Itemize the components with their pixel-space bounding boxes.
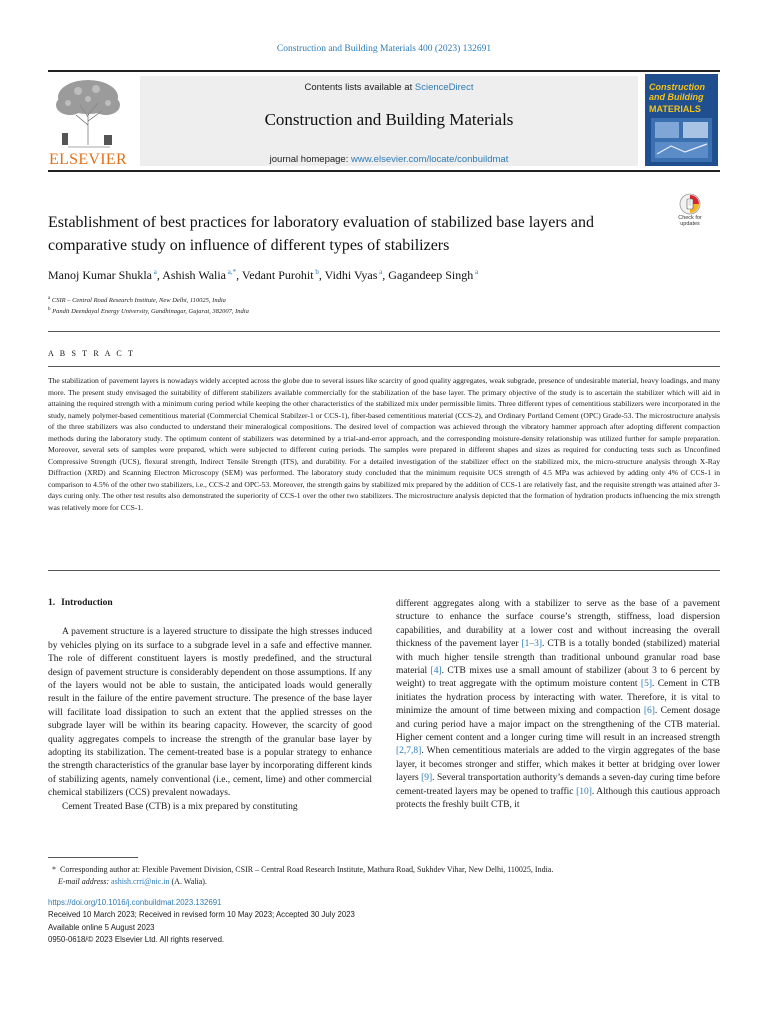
email-link[interactable]: ashish.crri@nic.in xyxy=(111,877,170,886)
divider xyxy=(48,366,720,367)
article-title: Establishment of best practices for laboratory evaluation of stabilized base layers and comparative study on influence of different types of stabilizers xyxy=(48,214,595,254)
text-run: . Cement in CTB initiates the hydration process by interacting with water. Therefore, it is vital to minimize the amount of time between mixing and compaction xyxy=(396,679,720,717)
reference-link[interactable]: [2,7,8] xyxy=(396,746,422,757)
email-suffix: (A. Walia). xyxy=(171,877,207,886)
section-heading xyxy=(48,597,372,610)
author-affil-mark[interactable]: b xyxy=(315,268,319,276)
check-for-updates-badge[interactable] xyxy=(673,193,707,229)
abstract-heading: A B S T R A C T xyxy=(48,349,136,358)
sciencedirect-link[interactable]: ScienceDirect xyxy=(414,82,474,93)
author-name[interactable]: Vidhi Vyas xyxy=(324,268,378,282)
text-run: different aggregates along with a stabilizer to serve as the base of a pavement structure to enhance the surface course’s strength, stiffness, load dispersion capabilities, and durability at a lower cost and without increasing the overall thickness of the pavement layer xyxy=(396,599,720,650)
affiliation-text: CSIR – Central Road Research Institute, New Delhi, 110025, India xyxy=(51,297,226,305)
cover-art-icon xyxy=(651,118,712,162)
author-affil-mark[interactable]: a xyxy=(153,268,157,276)
affiliation-mark: b xyxy=(48,307,51,312)
footnotes xyxy=(48,864,720,888)
text-run: . CTB mixes use a small amount of stabilizer (about 3 to 6 percent by weight) to treat aggregate with the optimum moisture content xyxy=(396,666,721,690)
section-number: 1. xyxy=(48,598,56,608)
footnote-divider xyxy=(48,857,138,858)
copyright: 0950-0618/© 2023 Elsevier Ltd. All rights reserved. xyxy=(48,934,225,944)
author-name[interactable]: Ashish Walia xyxy=(162,268,227,282)
left-column xyxy=(48,597,372,814)
author-list: Manoj Kumar Shukla $^a$, Ashish Walia $^{a,*}$, Vedant Purohit $^b$, Vidhi Vyas $^a$, Gagandeep Singh $^a$ xyxy=(48,268,479,282)
reference-link[interactable]: [1–3] xyxy=(521,639,543,650)
journal-citation[interactable]: Construction and Building Materials 400 (2023) 132691 xyxy=(276,44,492,54)
email-label: E-mail address: xyxy=(58,877,110,886)
text-run: . Although this cautious approach protects the freshly built CTB, it xyxy=(396,786,720,811)
author-name[interactable]: Vedant Purohit xyxy=(241,268,314,282)
affiliation xyxy=(48,296,728,304)
journal-cover[interactable] xyxy=(645,74,718,166)
paragraph xyxy=(396,598,720,813)
journal-info-box xyxy=(140,76,638,166)
homepage-line xyxy=(140,154,638,165)
cover-subtitle: MATERIALS xyxy=(649,104,701,114)
divider xyxy=(48,570,720,571)
author-affil-mark[interactable]: a,* xyxy=(227,268,237,276)
doi-link[interactable]: https://doi.org/10.1016/j.conbuildmat.2023.132691 xyxy=(48,898,222,907)
email-footnote xyxy=(48,876,720,888)
publisher-name: ELSEVIER xyxy=(49,151,127,168)
author-affil-mark[interactable]: a xyxy=(379,268,383,276)
footnote-marker: * xyxy=(52,865,56,874)
text-run: . CTB is a totally bonded (stabilized) material with much higher tensile strength than traditional unbound granular road base material xyxy=(396,639,721,677)
tree-icon xyxy=(48,75,128,149)
journal-header xyxy=(48,70,720,172)
affiliation xyxy=(48,307,728,315)
right-column xyxy=(396,598,720,813)
homepage-link[interactable]: www.elsevier.com/locate/conbuildmat xyxy=(350,154,509,165)
reference-link[interactable]: [9] xyxy=(421,773,433,784)
reference-link[interactable]: [5] xyxy=(640,679,652,690)
received-dates: Received 10 March 2023; Received in revised form 10 May 2023; Accepted 30 July 2023 xyxy=(48,910,355,920)
cover-title: Construction and Building xyxy=(649,82,705,102)
abstract-text: The stabilization of pavement layers is nowadays widely accepted across the globe due to several issues like scarcity of good quality aggregates, weak subgrade, presence of undesirable material, heavy loadings, and many more. The present study envisaged the suitability of different stabilizers available commercially for the stabilization of the base layer. The primary objective of the study is to ascertain the stabilizer which will aid in attaining the required strength with a minimum curing period while keeping the other characteristics of the stabilized mix under permissible limits. Three different types of cementitious stabilizers were incorporated in the study, namely polymer-based cementitious material (Commercial Chemical Stabilzer-1 or CCS-1), fiber-based cementitious material (CCS-2), and Ordinary Portland Cement (OPC) Grade-53. The microstructure analysis of the three stabilizers was also conducted to understand their mineralogical compositions. The desired level of compaction was achieved through the vibratory hammer approach after adopting different compaction methods during the laboratory study. The optimum content of stabilizers was determined by a trial-and-error approach, and the corresponding moisture-density relationship was utilized further for sample preparation. Moreover, several sets of samples were prepared, which were subjected to different curing periods. The samples were prepared in different shapes and sizes as required for conducting tests such as Unconfined Compressive Strength (UCS), flexural strength, Indirect Tensile Strength (ITS), and durability. For a detailed investigation of the stabilizer effect on the stabilized mix, the micro-structure analysis through X-Ray Diffraction (XRD) and Scanning Electron Microscopy (SEM) was performed. The laboratory study concluded that the minimum requisite UCS strength of 4.5 MPa was achieved by adding only 4% of CCS-1 in comparison to 4.5% of the other two stabilizers, i.e., CCS-2 and OPC-53. Moreover, the strength gains by stabilized mix prepared by the addition of CCS-1 are relatively fast, and the requisite strength was attained after 3-days curing only. The other test results also demonstrated the superiority of CCS-1 over the other two stabilizers. The microstructure analysis depicted that the formation of hydration products influencing the mix strength was relatively more for CCS-1. xyxy=(48,376,720,512)
check-for-updates-icon xyxy=(673,193,707,215)
corresponding-footnote xyxy=(48,864,720,876)
text-run: . Several transportation authority’s demands a seven-day curing time before cement-treated layers may be opened to traffic xyxy=(396,773,720,797)
badge-label: Check for updates xyxy=(678,215,702,227)
paragraph: A pavement structure is a layered structure to dissipate the high stresses induced by vehicles plying on its surface to a subgrade level in a safe and effective manner. The role of different constituent layers is mostly predefined, and the structural design of pavement structure is considerably dependent on those assumptions. If any of the layers would not be able to sustain, the anticipated loads would generally result in the failure of the entire pavement structure. The presence of the base layer will facilitate load dissipation to such an extent that the applied stresses on the subgrade layer will be within its bearing capacity. However, the scarcity of good quality aggregates compels to increase the strength of the granular base layer by adopting its stabilization. The cement-treated base is a popular strategy to enhance the strength characteristics of the granular base layer by incorporating different kinds of stabilizing agents, namely conventional (i.e., cement, lime) and other commercial chemical stabilizers (CCS) prevalent nowadays. xyxy=(48,627,372,799)
section-title: Introduction xyxy=(61,598,113,608)
available-online: Available online 5 August 2023 xyxy=(48,922,155,932)
reference-link[interactable]: [4] xyxy=(430,666,442,677)
paragraph: Cement Treated Base (CTB) is a mix prepared by constituting xyxy=(62,801,298,812)
author-name[interactable]: Manoj Kumar Shukla xyxy=(48,268,152,282)
elsevier-tree-logo[interactable] xyxy=(48,75,128,169)
divider xyxy=(48,331,720,332)
footnote-text: Corresponding author at: Flexible Pavement Division, CSIR – Central Road Research Institute, Mathura Road, Sukhdev Vihar, New Delhi, 110025, India. xyxy=(60,865,554,874)
author-affil-mark[interactable]: a xyxy=(474,268,479,276)
affiliation-mark: a xyxy=(48,296,51,301)
contents-prefix: Contents lists available at xyxy=(304,82,413,93)
reference-link[interactable]: [10] xyxy=(576,786,592,797)
text-run: . Cement dosage and curing period have a major impact on the strengthening of the CTB material. Higher cement content and a longer curing time will result in an increased strength xyxy=(396,706,720,744)
author-name[interactable]: Gagandeep Singh xyxy=(388,268,474,282)
affiliation-text: Pandit Deendayal Energy University, Gandhinagar, Gujarat, 382007, India xyxy=(52,308,249,316)
journal-title: Construction and Building Materials xyxy=(264,110,514,129)
contents-line xyxy=(140,82,638,93)
text-run: . When cementitious materials are added to the virgin aggregates of the base layer, it becomes stronger and stiffer, which makes it better at bridging over lower layers xyxy=(396,746,720,784)
publication-info xyxy=(48,897,720,946)
reference-link[interactable]: [6] xyxy=(643,706,655,717)
homepage-prefix: journal homepage: xyxy=(269,154,349,165)
